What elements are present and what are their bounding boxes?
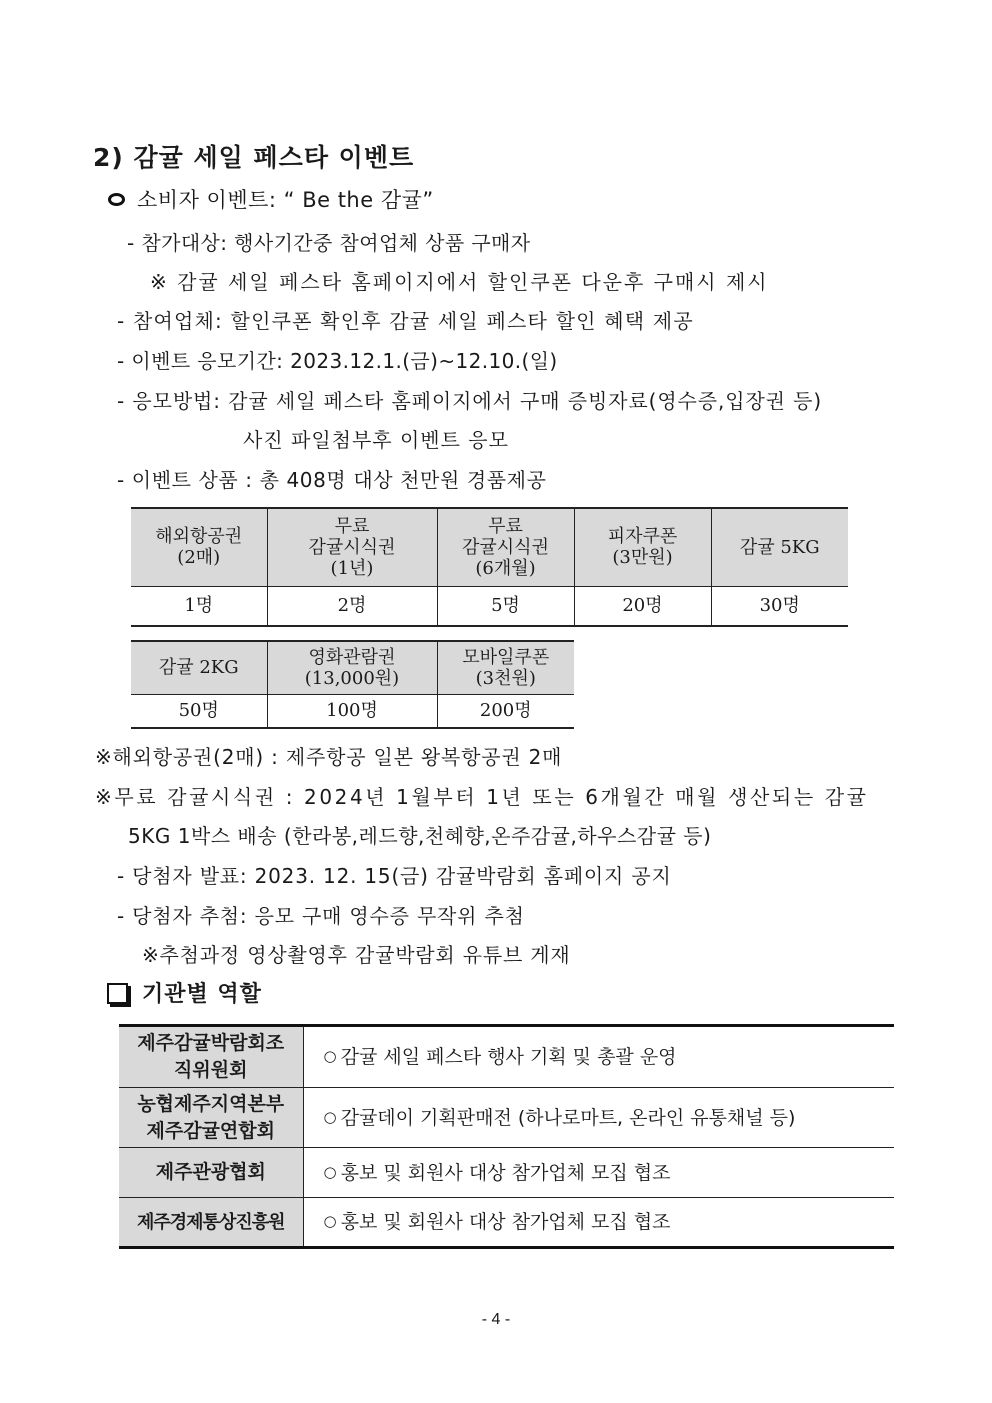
detail-line: - 이벤트 응모기간: 2023.12.1.(금)~12.10.(일): [117, 349, 558, 373]
detail-line: - 참여업체: 할인쿠폰 확인후 감귤 세일 페스타 할인 혜택 제공: [117, 309, 694, 333]
detail-line: - 참가대상: 행사기간중 참여업체 상품 구매자: [127, 231, 531, 255]
prize-table-1: [131, 507, 848, 627]
prize-header-cell: 감귤 2KG: [131, 641, 267, 694]
subtitle-text: 소비자 이벤트: “ Be the 감귤”: [137, 188, 434, 212]
role-cell: ○ 감귤데이 기획판매전 (하나로마트, 온라인 유통채널 등): [303, 1088, 894, 1148]
roles-table: [119, 1024, 894, 1249]
role-cell: ○ 감귤 세일 페스타 행사 기획 및 총괄 운영: [303, 1026, 894, 1088]
org-cell: 농협제주지역본부 제주감귤연합회: [119, 1088, 303, 1148]
roles-row: [119, 1088, 894, 1148]
note-line: ※무료 감귤시식권 : 2024년 1월부터 1년 또는 6개월간 매월 생산되는 감귤: [95, 785, 869, 809]
prize-header-cell: 모바일쿠폰 (3천원): [437, 641, 574, 694]
circle-bullet-icon: [108, 193, 125, 206]
org-cell: 제주관광협회: [119, 1148, 303, 1198]
prize-count-cell: 100명: [267, 694, 437, 728]
note-line: - 당첨자 발표: 2023. 12. 15(금) 감귤박람회 홈페이지 공지: [117, 864, 672, 888]
prize-header-cell: 감귤 5KG: [711, 508, 848, 586]
prize-count-cell: 30명: [711, 586, 848, 626]
roles-row: [119, 1198, 894, 1248]
roles-heading: 기관별 역할: [107, 977, 262, 1008]
org-cell: 제주경제통상진흥원: [119, 1198, 303, 1248]
note-line: ※해외항공권(2매) : 제주항공 일본 왕복항공권 2매: [95, 745, 563, 769]
page-number: - 4 -: [481, 1311, 511, 1328]
prize-count-cell: 20명: [574, 586, 711, 626]
prize-header-cell: 무료 감귤시식권 (1년): [267, 508, 437, 586]
role-cell: ○ 홍보 및 회원사 대상 참가업체 모집 협조: [323, 1211, 671, 1233]
prize-header-cell: 해외항공권 (2매): [131, 508, 267, 586]
detail-line: 사진 파일첨부후 이벤트 응모: [243, 428, 509, 452]
org-cell: 제주감귤박람회조 직위원회: [119, 1026, 303, 1088]
detail-line: - 응모방법: 감귤 세일 페스타 홈페이지에서 구매 증빙자료(영수증,입장권 등): [117, 389, 823, 413]
note-line: 5KG 1박스 배송 (한라봉,레드향,천혜향,온주감귤,하우스감귤 등): [128, 824, 712, 848]
section-title: 2) 감귤 세일 페스타 이벤트: [93, 143, 415, 172]
prize-table-2: [131, 640, 574, 729]
prize-header-cell: 피자쿠폰 (3만원): [574, 508, 711, 586]
note-line: - 당첨자 추첨: 응모 구매 영수증 무작위 추첨: [117, 904, 525, 928]
prize-count-cell: 200명: [437, 694, 574, 728]
roles-row: [119, 1148, 894, 1198]
prize-count-cell: 2명: [267, 586, 437, 626]
square-bullet-icon: [107, 983, 128, 1004]
section-subtitle: [108, 184, 434, 214]
roles-row: [119, 1026, 894, 1088]
prize-count-cell: 1명: [131, 586, 267, 626]
prize-header-cell: 무료 감귤시식권 (6개월): [437, 508, 574, 586]
role-cell: ○ 홍보 및 회원사 대상 참가업체 모집 협조: [303, 1148, 894, 1198]
note-line: ※추첨과정 영상촬영후 감귤박람회 유튜브 게재: [142, 943, 571, 967]
prize-count-cell: 5명: [437, 586, 574, 626]
prize-count-cell: 50명: [131, 694, 267, 728]
prize-header-cell: 영화관람권 (13,000원): [267, 641, 437, 694]
detail-line: ※ 감귤 세일 페스타 홈페이지에서 할인쿠폰 다운후 구매시 제시: [150, 270, 769, 294]
detail-line: - 이벤트 상품 : 총 408명 대상 천만원 경품제공: [117, 468, 547, 492]
